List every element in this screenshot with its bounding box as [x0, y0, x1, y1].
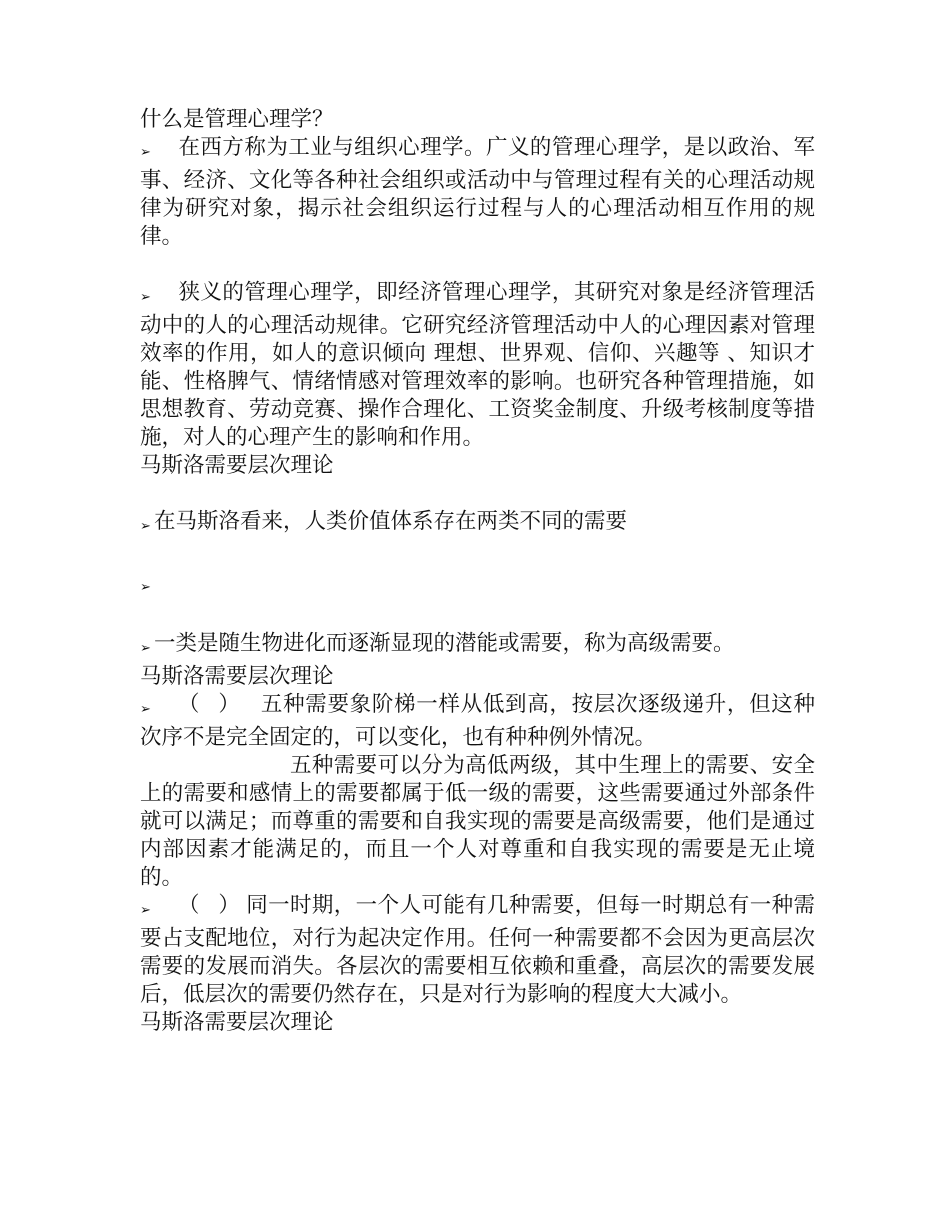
paragraph-narrow-definition [140, 279, 815, 452]
bullet-arrow-icon: ➢ [140, 290, 151, 305]
paragraph-five-needs-order-text: 五种需要象阶梯一样从低到高，按层次逐级递升，但这种次序不是完全固定的，可以变化，也有种种例外情况。 [140, 692, 815, 750]
blank-line [140, 251, 815, 279]
heading-maslow-1: 马斯洛需要层次理论 [140, 453, 334, 478]
paragraph-same-period-text: 同一时期，一个人可能有几种需要，但每一时期总有一种需要占支配地位，对行为起决定作用。任何一种需要都不会因为更高层次需要的发展而消失。各层次的需要相互依赖和重叠，高层次的需要发展后，低层次的需要仍然存在，只是对行为影响的程度大大减小。 [140, 893, 815, 1007]
bullet-arrow-icon: ➢ [140, 145, 151, 160]
bullet-arrow-icon: ➢ [140, 702, 151, 717]
bullet-arrow-icon: ➢ [140, 519, 151, 534]
paragraph-two-levels [140, 752, 815, 892]
paren-blank: （ ） [178, 893, 246, 918]
empty-bullet-row [140, 569, 815, 602]
paragraph-two-needs-text: 在马斯洛看来，人类价值体系存在两类不同的需要 [154, 509, 628, 534]
blank-line [140, 480, 815, 508]
heading-what-is-management-psychology: 什么是管理心理学？ [140, 107, 334, 132]
paragraph-high-level-need-text: 一类是随生物进化而逐渐显现的潜能或需要，称为高级需要。 [154, 631, 735, 656]
paragraph-same-period [140, 892, 815, 1009]
indent-spacer [140, 753, 290, 778]
document-page [140, 106, 815, 1037]
paragraph-broad-definition [140, 134, 815, 251]
paragraph-five-needs-order [140, 691, 815, 752]
paragraph-high-level-need [140, 630, 815, 663]
bullet-arrow-icon: ➢ [140, 580, 151, 595]
heading-maslow-2: 马斯洛需要层次理论 [140, 664, 334, 689]
paren-blank: （ ） [178, 692, 246, 717]
blank-line [140, 541, 815, 569]
paragraph-narrow-definition-text: 狭义的管理心理学，即经济管理心理学，其研究对象是经济管理活动中的人的心理活动规律。它研究经济管理活动中人的心理因素对管理效率的作用，如人的意识倾向 理想、世界观、信仰、兴趣等 、知识才能、性格脾气、情绪情感对管理效率的影响。也研究各种管理措施，如思想教育、劳动竞赛、操作合理化、工资奖金制度、升级考核制度等措施，对人的心理产生的影响和作用。 [140, 280, 815, 450]
paragraph-two-needs [140, 508, 815, 541]
bullet-arrow-icon: ➢ [140, 641, 151, 656]
paragraph-two-levels-text: 五种需要可以分为高低两级，其中生理上的需要、安全上的需要和感情上的需要都属于低一级的需要，这些需要通过外部条件就可以满足；而尊重的需要和自我实现的需要是高级需要，他们是通过内部因素才能满足的，而且一个人对尊重和自我实现的需要是无止境的。 [140, 753, 815, 890]
blank-line [140, 602, 815, 630]
heading-maslow-3: 马斯洛需要层次理论 [140, 1010, 334, 1035]
bullet-arrow-icon: ➢ [140, 903, 151, 918]
paragraph-broad-definition-text: 在西方称为工业与组织心理学。广义的管理心理学，是以政治、军事、经济、文化等各种社会组织或活动中与管理过程有关的心理活动规律为研究对象，揭示社会组织运行过程与人的心理活动相互作用的规律。 [140, 135, 815, 249]
